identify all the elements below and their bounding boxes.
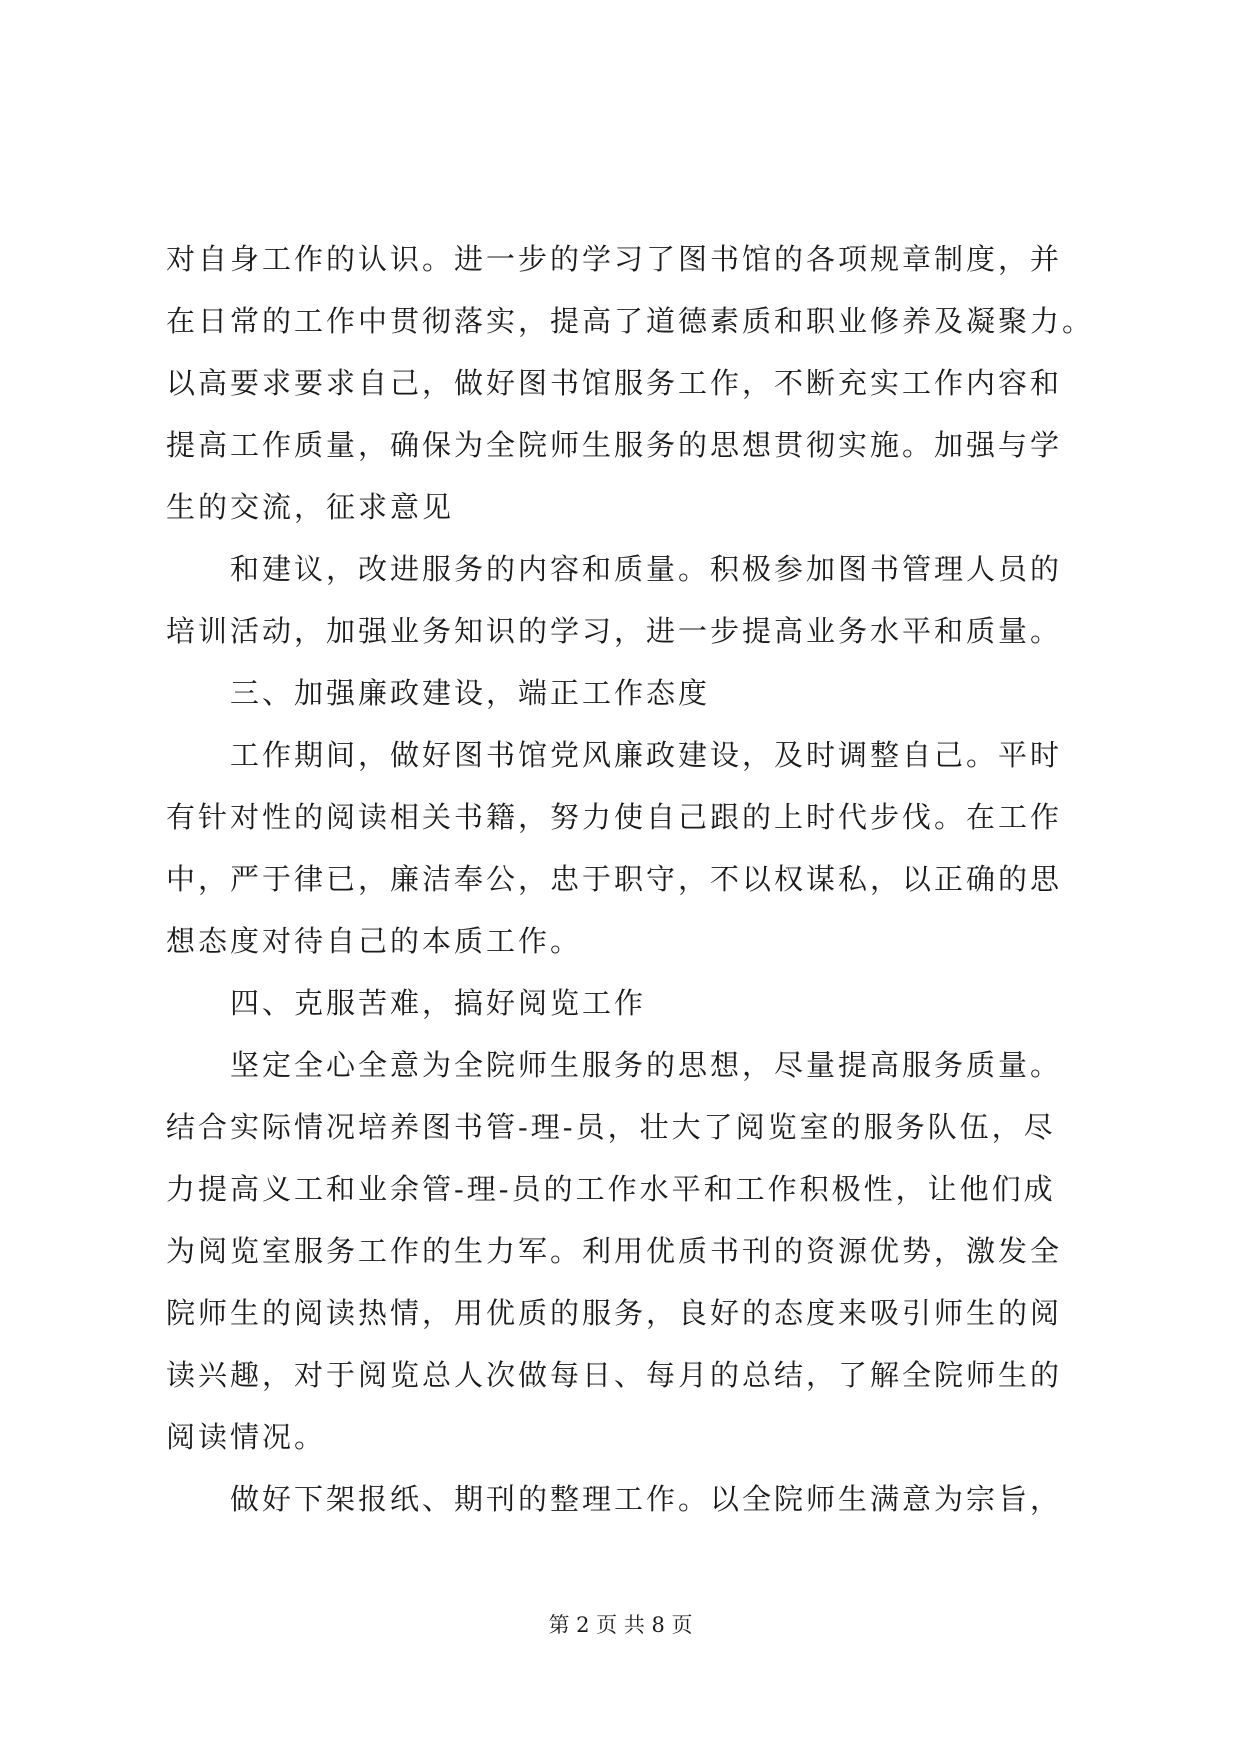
text-line: 中，严于律已，廉洁奉公，忠于职守，不以权谋私，以正确的思 (166, 862, 1063, 896)
section-heading: 三、加强廉政建设，端正工作态度 (230, 676, 711, 710)
text-line: 结合实际情况培养图书管-理-员，壮大了阅览室的服务队伍，尽 (166, 1110, 1056, 1144)
text-line: 以高要求要求自己，做好图书馆服务工作，不断充实工作内容和 (166, 366, 1063, 400)
text-line: 读兴趣，对于阅览总人次做每日、每月的总结，了解全院师生的 (166, 1358, 1063, 1392)
text-line: 做好下架报纸、期刊的整理工作。以全院师生满意为宗旨， (230, 1482, 1063, 1516)
text-line: 培训活动，加强业务知识的学习，进一步提高业务水平和质量。 (166, 614, 1063, 648)
text-line: 和建议，改进服务的内容和质量。积极参加图书管理人员的 (230, 552, 1063, 586)
text-line: 想态度对待自己的本质工作。 (166, 924, 583, 958)
text-line: 有针对性的阅读相关书籍，努力使自己跟的上时代步伐。在工作 (166, 800, 1063, 834)
text-line: 力提高义工和业余管-理-员的工作水平和工作积极性，让他们成 (166, 1172, 1056, 1206)
text-line: 阅读情况。 (166, 1420, 327, 1454)
text-line: 工作期间，做好图书馆党风廉政建设，及时调整自己。平时 (230, 738, 1063, 772)
section-heading: 四、克服苦难，搞好阅览工作 (230, 986, 647, 1020)
text-line: 为阅览室服务工作的生力军。利用优质书刊的资源优势，激发全 (166, 1234, 1063, 1268)
document-body (166, 228, 1096, 1530)
text-line: 对自身工作的认识。进一步的学习了图书馆的各项规章制度，并 (166, 242, 1063, 276)
text-line: 提高工作质量，确保为全院师生服务的思想贯彻实施。加强与学 (166, 428, 1063, 462)
text-line: 在日常的工作中贯彻落实，提高了道德素质和职业修养及凝聚力。 (166, 304, 1095, 338)
text-line: 生的交流，征求意见 (166, 490, 455, 524)
page-number-footer: 第 2 页 共 8 页 (548, 1613, 693, 1637)
text-line: 院师生的阅读热情，用优质的服务，良好的态度来吸引师生的阅 (166, 1296, 1063, 1330)
text-line: 坚定全心全意为全院师生服务的思想，尽量提高服务质量。 (230, 1048, 1063, 1082)
